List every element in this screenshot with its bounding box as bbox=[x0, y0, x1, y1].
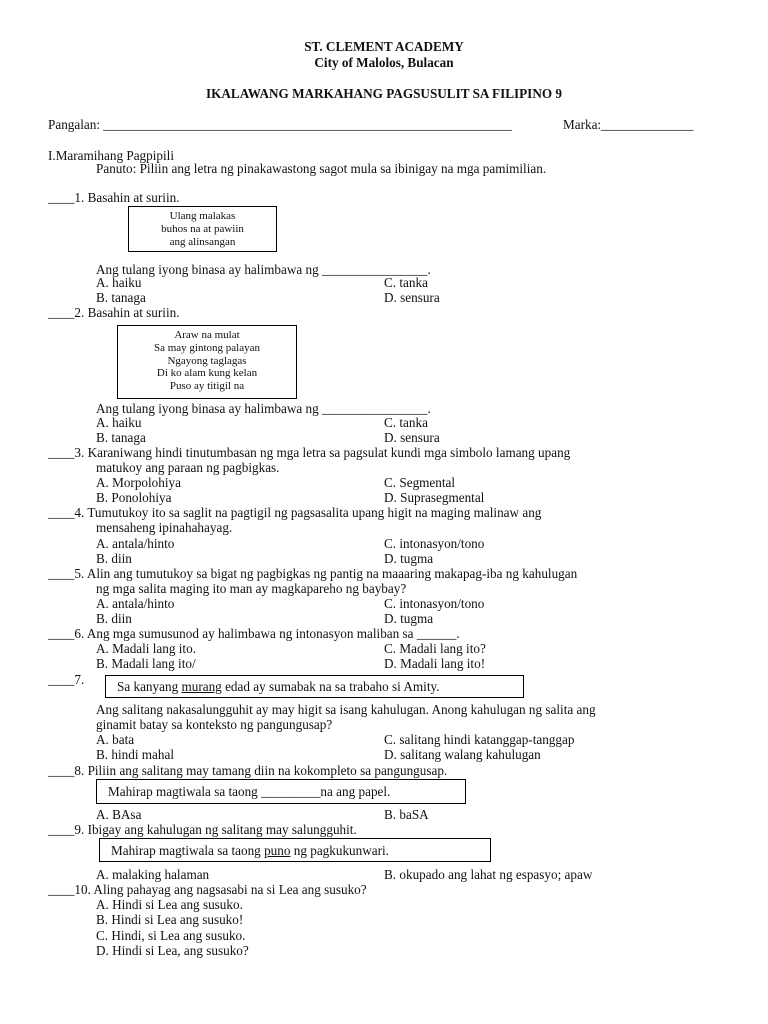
q7-sentence-pre: Sa kanyang bbox=[117, 679, 182, 694]
q9-question: ____9. Ibigay ang kahulugan ng salitang may salungguhit. bbox=[48, 822, 357, 837]
q1-poem-line: Ulang malakas bbox=[169, 210, 236, 222]
q10-choice-b[interactable]: B. Hindi si Lea ang susuko! bbox=[96, 912, 244, 927]
q9-sentence-post: ng pagkukunwari. bbox=[290, 843, 389, 858]
q7-choice-d[interactable]: D. salitang walang kahulugan bbox=[384, 747, 541, 762]
q8-choice-a[interactable]: A. BAsa bbox=[96, 807, 142, 822]
q6-question: ____6. Ang mga sumusunod ay halimbawa ng intonasyon maliban sa ______. bbox=[48, 626, 460, 641]
q3-question: ____3. Karaniwang hindi tinutumbasan ng mga letra sa pagsulat kundi mga simbolo lamang upang bbox=[48, 445, 571, 460]
q2-poem-line: Araw na mulat bbox=[174, 329, 240, 341]
exam-title: IKALAWANG MARKAHANG PAGSUSULIT SA FILIPINO 9 bbox=[206, 86, 562, 101]
q2-choice-a[interactable]: A. haiku bbox=[96, 415, 142, 430]
q3-choice-d[interactable]: D. Suprasegmental bbox=[384, 490, 485, 505]
q2-poem-line: Sa may gintong palayan bbox=[153, 341, 260, 354]
q8-question: ____8. Piliin ang salitang may tamang diin na kokompleto sa pangungusap. bbox=[48, 763, 448, 778]
q10-choice-a[interactable]: A. Hindi si Lea ang susuko. bbox=[96, 897, 243, 912]
q9-sentence-box bbox=[99, 838, 491, 862]
q7-sentence-box bbox=[105, 675, 524, 698]
q1-choice-b[interactable]: B. tanaga bbox=[96, 290, 146, 305]
q7-question-cont: ginamit batay sa konteksto ng pangungusap? bbox=[96, 717, 333, 732]
score-field[interactable]: Marka:______________ bbox=[563, 117, 694, 132]
q2-prompt: ____2. Basahin at suriin. bbox=[48, 305, 180, 320]
q4-choice-a[interactable]: A. antala/hinto bbox=[96, 536, 175, 551]
q4-question: ____4. Tumutukoy ito sa saglit na pagtigil ng pagsasalita upang higit na maging malinaw ang bbox=[48, 505, 542, 520]
q1-poem-box bbox=[128, 206, 277, 252]
q1-poem-line: buhos na at pawiin bbox=[161, 222, 244, 235]
q5-choice-d[interactable]: D. tugma bbox=[384, 611, 434, 626]
q6-choice-b[interactable]: B. Madali lang ito/ bbox=[96, 656, 196, 671]
q9-choice-a[interactable]: A. malaking halaman bbox=[96, 867, 210, 882]
q5-question: ____5. Alin ang tumutukoy sa bigat ng pagbigkas ng pantig na maaaring makapag-iba ng kahulugan bbox=[48, 566, 578, 581]
q2-poem-line: Puso ay titigil na bbox=[169, 380, 245, 393]
q2-choice-c[interactable]: C. tanka bbox=[384, 415, 428, 430]
q3-choice-c[interactable]: C. Segmental bbox=[384, 475, 456, 490]
q4-choice-c[interactable]: C. intonasyon/tono bbox=[384, 536, 485, 551]
q7-choice-b[interactable]: B. hindi mahal bbox=[96, 747, 175, 762]
q3-question-cont: matukoy ang paraan ng pagbigkas. bbox=[96, 460, 280, 475]
q4-choice-b[interactable]: B. diin bbox=[96, 551, 132, 566]
q2-poem-line: Di ko alam kung kelan bbox=[156, 367, 258, 380]
q7-question: Ang salitang nakasalungguhit ay may higit sa isang kahulugan. Anong kahulugan ng salita ang bbox=[96, 702, 596, 717]
q9-underlined-word: puno bbox=[264, 843, 291, 858]
q2-poem-line: Ngayong taglagas bbox=[167, 354, 247, 367]
q10-choice-c[interactable]: C. Hindi, si Lea ang susuko. bbox=[96, 928, 246, 943]
q9-choice-b[interactable]: B. okupado ang lahat ng espasyo; apaw bbox=[384, 867, 593, 882]
q1-choice-d[interactable]: D. sensura bbox=[384, 290, 440, 305]
q5-choice-b[interactable]: B. diin bbox=[96, 611, 132, 626]
q2-choice-b[interactable]: B. tanaga bbox=[96, 430, 146, 445]
q6-choice-d[interactable]: D. Madali lang ito! bbox=[384, 656, 486, 671]
q5-question-cont: ng mga salita maging ito man ay magkapareho ng baybay? bbox=[96, 581, 407, 596]
q7-number: ____7. bbox=[48, 672, 85, 687]
q10-question: ____10. Aling pahayag ang nagsasabi na si Lea ang susuko? bbox=[48, 882, 367, 897]
q1-choice-c[interactable]: C. tanka bbox=[384, 275, 428, 290]
q2-poem-box bbox=[117, 325, 297, 399]
q4-choice-d[interactable]: D. tugma bbox=[384, 551, 434, 566]
q5-choice-c[interactable]: C. intonasyon/tono bbox=[384, 596, 485, 611]
q2-question: Ang tulang iyong binasa ay halimbawa ng ________________. bbox=[96, 401, 431, 416]
q7-underlined-word: murang bbox=[181, 679, 222, 694]
section-title: I.Maramihang Pagpipili bbox=[48, 148, 174, 163]
school-name: ST. CLEMENT ACADEMY bbox=[304, 39, 464, 54]
q8-choice-b[interactable]: B. baSA bbox=[384, 807, 429, 822]
q2-choice-d[interactable]: D. sensura bbox=[384, 430, 440, 445]
q6-choice-c[interactable]: C. Madali lang ito? bbox=[384, 641, 486, 656]
q10-choice-d[interactable]: D. Hindi si Lea, ang susuko? bbox=[96, 943, 249, 958]
q1-question: Ang tulang iyong binasa ay halimbawa ng ________________. bbox=[96, 262, 431, 277]
q5-choice-a[interactable]: A. antala/hinto bbox=[96, 596, 175, 611]
q1-poem-line: ang alinsangan bbox=[169, 235, 236, 248]
school-city: City of Malolos, Bulacan bbox=[314, 55, 454, 70]
q7-sentence-post: edad ay sumabak na sa trabaho si Amity. bbox=[221, 679, 440, 694]
q8-sentence: Mahirap magtiwala sa taong _________na ang papel. bbox=[108, 784, 391, 799]
q1-choice-a[interactable]: A. haiku bbox=[96, 275, 142, 290]
q4-question-cont: mensaheng ipinahahayag. bbox=[96, 520, 233, 535]
q1-prompt: ____1. Basahin at suriin. bbox=[48, 190, 180, 205]
name-field[interactable]: Pangalan: ______________________________________________________________ bbox=[48, 117, 513, 132]
q7-choice-a[interactable]: A. bata bbox=[96, 732, 135, 747]
q3-choice-a[interactable]: A. Morpolohiya bbox=[96, 475, 181, 490]
section-instruction: Panuto: Piliin ang letra ng pinakawastong sagot mula sa ibinigay na mga pamimilian. bbox=[96, 161, 547, 176]
q6-choice-a[interactable]: A. Madali lang ito. bbox=[96, 641, 196, 656]
q9-sentence-pre: Mahirap magtiwala sa taong bbox=[111, 843, 265, 858]
q3-choice-b[interactable]: B. Ponolohiya bbox=[96, 490, 172, 505]
q8-sentence-box bbox=[96, 779, 466, 804]
q7-choice-c[interactable]: C. salitang hindi katanggap-tanggap bbox=[384, 732, 575, 747]
